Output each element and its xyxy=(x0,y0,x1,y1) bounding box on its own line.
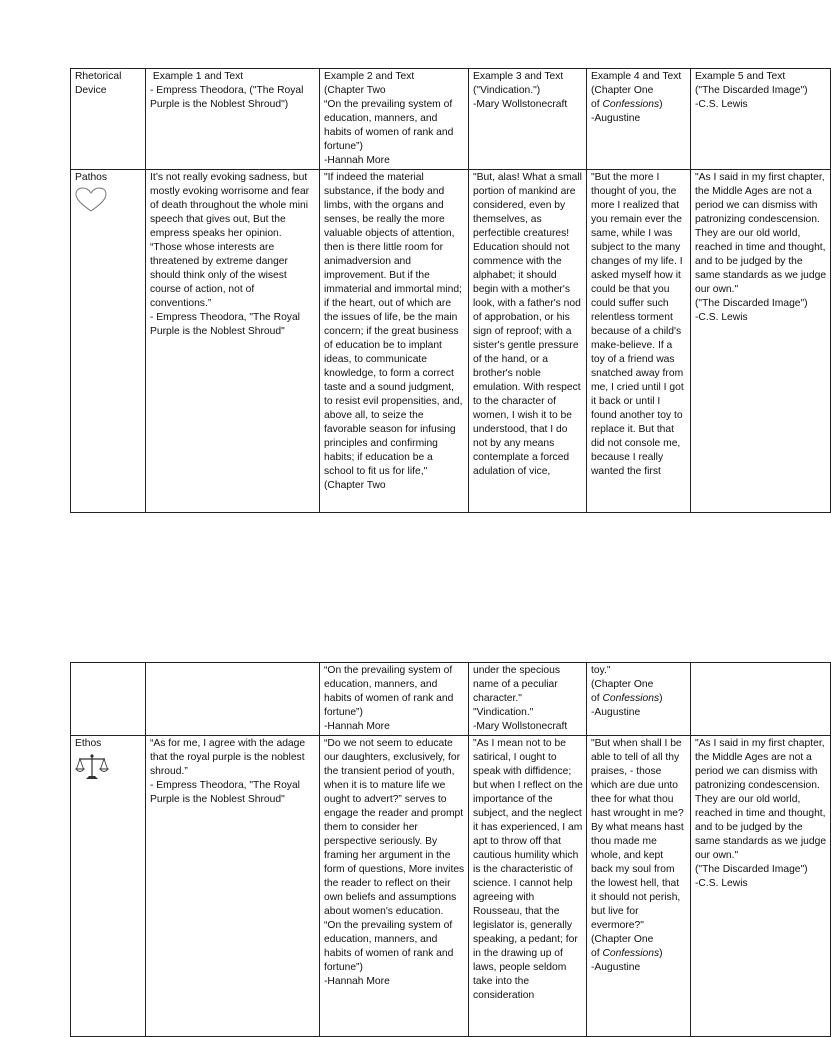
ethos-example-5-cell xyxy=(691,736,831,1037)
header-ex1-line: Example 1 and Text xyxy=(150,71,244,82)
header-ex4-line xyxy=(591,98,687,112)
pathos-ex2-text: "If indeed the material substance, if the body and limbs, with the organs and senses, be really the more valuable objects of attention, then is there little room for animadversion and improvement. But if the immaterial and immortal mind; if the heart, out of which are the issues of life, be the main concern; if the great business of education be to implant ideas, to communicate knowledge, to form a correct taste and a sound judgment, to resist evil propensities, and, above all, to seize the favorable season for infusing principles and confirming habits; if education be a school to fit us for life," xyxy=(324,172,466,477)
header-ex3-line: -Mary Wollstonecraft xyxy=(473,99,568,110)
header-example-4-cell xyxy=(587,69,691,170)
ethos-ex5-text: "As I said in my first chapter, the Middle Ages are not a period we can dismiss with patronizing condescension. They are our old world, reached in time and thought, and to be judged by the same standards as we judge our own." xyxy=(695,738,829,861)
pathos-row xyxy=(71,170,831,513)
cont-ex3-ref: "Vindication." xyxy=(473,707,534,718)
pathos-ex4-text: "But the more I thought of you, the more I realized that you remain ever the same, while I was subject to the many changes of my life. I asked myself how it could be that you could suffer such relentless torment because of a child's make-believe. If a toy of a friend was snatched away from me, I cried until I got it back or until I found another toy to replace it. But that did not console me, because I really wanted the first xyxy=(591,172,687,477)
cont-example-5-cell xyxy=(691,663,831,736)
header-example-3-cell xyxy=(469,69,587,170)
pathos-device-cell xyxy=(71,170,146,513)
cont-ex4-line: -Augustine xyxy=(591,707,641,718)
cont-ex4-title: Confessions xyxy=(602,693,660,704)
ethos-ex4-ref: (Chapter One xyxy=(591,934,654,945)
pathos-ex5-text: "As I said in my first chapter, the Middle Ages are not a period we can dismiss with patronizing condescension. They are our old world, reached in time and thought, and to be judged by the same standards as we judge our own." xyxy=(695,172,829,295)
header-device-line: Rhetorical xyxy=(75,71,122,82)
header-device-line: Device xyxy=(75,85,107,96)
header-ex2-line: “On the prevailing system of education, manners, and habits of women of rank and fortune”) xyxy=(324,99,457,152)
header-ex2-line: -Hannah More xyxy=(324,155,390,166)
ethos-label: Ethos xyxy=(75,738,102,749)
ethos-example-4-cell xyxy=(587,736,691,1037)
cont-example-2-cell xyxy=(320,663,469,736)
cont-ex4-line xyxy=(591,692,687,706)
header-row xyxy=(71,69,831,170)
cont-ex3-author: -Mary Wollstonecraft xyxy=(473,721,568,732)
header-ex4-title: Confessions xyxy=(602,99,660,110)
cont-example-3-cell xyxy=(469,663,587,736)
cont-ex4-line: toy." xyxy=(591,665,611,676)
scales-of-justice-icon xyxy=(75,753,142,788)
pathos-ex2-source: (Chapter Two xyxy=(324,480,386,491)
header-ex4-close: ) xyxy=(659,99,663,110)
pathos-ex1-text: It’s not really evoking sadness, but mostly evoking worrisome and fear of death throughout the whole mini speech that gives out, But the empress speaks her opinion. xyxy=(150,172,312,239)
ethos-ex4-text: "But when shall I be able to tell of all thy praises, - those which are due unto thee for what thou hast wrought in me? By what means hast thou made me whole, and kept back my soul from the lowest hell, that it should not perish, but live for evermore?" xyxy=(591,738,687,931)
pathos-ex3-text: "But, alas! What a small portion of mankind are considered, even by themselves, as perfectible creatures! Education should not commence with the alphabet; it should begin with a mother's look, with a father's nod of approbation, or his sign of reproof; with a sister's gentle pressure of the hand, or a brother's noble emulation. With respect to the character of women, I wish it to be understood, that I do not by any means contemplate a forced adulation of vice, xyxy=(473,172,585,477)
header-ex2-line: Example 2 and Text xyxy=(324,71,415,82)
cont-example-4-cell xyxy=(587,663,691,736)
pathos-example-5-cell xyxy=(691,170,831,513)
header-example-2-cell xyxy=(320,69,469,170)
header-ex2-line: (Chapter Two xyxy=(324,85,386,96)
pathos-example-4-cell xyxy=(587,170,691,513)
ethos-ex5-author: -C.S. Lewis xyxy=(695,878,748,889)
ethos-example-2-cell xyxy=(320,736,469,1037)
ethos-ex5-ref: ("The Discarded Image") xyxy=(695,864,808,875)
cont-ex3-text: under the specious name of a peculiar character." xyxy=(473,665,563,704)
rhetoric-table-page-2 xyxy=(70,662,831,1037)
pathos-example-3-cell xyxy=(469,170,587,513)
header-ex4-of: of xyxy=(591,99,603,110)
header-ex5-line: Example 5 and Text xyxy=(695,71,786,82)
ethos-ex4-ref xyxy=(591,947,687,961)
pathos-label: Pathos xyxy=(75,172,108,183)
cont-ex4-of: of xyxy=(591,693,603,704)
cont-example-1-cell xyxy=(146,663,320,736)
heart-outline-icon xyxy=(75,187,142,218)
ethos-example-3-cell xyxy=(469,736,587,1037)
ethos-row xyxy=(71,736,831,1037)
pathos-ex5-author: -C.S. Lewis xyxy=(695,312,748,323)
rhetoric-table-page-1 xyxy=(70,68,831,513)
header-device-cell xyxy=(71,69,146,170)
cont-ex4-close: ) xyxy=(659,693,663,704)
ethos-ex4-close: ) xyxy=(659,948,663,959)
ethos-ex1-source: - Empress Theodora, "The Royal Purple is the Noblest Shroud" xyxy=(150,780,303,805)
continuation-row xyxy=(71,663,831,736)
header-ex5-line: ("The Discarded Image") xyxy=(695,85,808,96)
header-ex4-line: Example 4 and Text xyxy=(591,71,682,82)
ethos-device-cell xyxy=(71,736,146,1037)
header-ex5-line: -C.S. Lewis xyxy=(695,99,748,110)
ethos-ex3-text: "As I mean not to be satirical, I ought to speak with diffidence; but when I reflect on the importance of the subject, and the neglect it has experienced, I am apt to throw off that cautious humility which is the characteristic of science. I cannot help agreeing with Rousseau, that the legislator is, generally speaking, a pedant; for in the drawing up of laws, people seldom take into the consideration xyxy=(473,738,586,1001)
cont-ex2-ref: “On the prevailing system of education, manners, and habits of women of rank and fortune”) xyxy=(324,665,457,718)
ethos-ex4-author: -Augustine xyxy=(591,962,641,973)
header-ex4-line: -Augustine xyxy=(591,113,641,124)
pathos-ex1-source: - Empress Theodora, "The Royal Purple is the Noblest Shroud" xyxy=(150,312,303,337)
cont-ex4-line: (Chapter One xyxy=(591,679,654,690)
header-ex3-line: Example 3 and Text xyxy=(473,71,564,82)
header-ex1-line: - Empress Theodora, ("The Royal Purple is the Noblest Shroud") xyxy=(150,85,307,110)
ethos-example-1-cell xyxy=(146,736,320,1037)
header-ex4-line: (Chapter One xyxy=(591,85,654,96)
ethos-ex4-of: of xyxy=(591,948,603,959)
ethos-ex2-text: “Do we not seem to educate our daughters, exclusively, for the transient period of youth, when it is to mature life we ought to advert?” serves to engage the reader and prompt them to consider her perspective seriously. By framing her argument in the form of questions, More invites the reader to reflect on their own beliefs and assumptions about women's education. xyxy=(324,738,468,917)
pathos-example-1-cell xyxy=(146,170,320,513)
header-ex3-line: ("Vindication.") xyxy=(473,85,541,96)
header-example-5-cell xyxy=(691,69,831,170)
header-example-1-cell xyxy=(146,69,320,170)
pathos-ex1-quote: “Those whose interests are threatened by extreme danger should think only of the wisest course of action, not of conventions.” xyxy=(150,242,291,309)
ethos-ex4-title: Confessions xyxy=(602,948,660,959)
ethos-ex2-author: -Hannah More xyxy=(324,976,390,987)
ethos-ex1-quote: “As for me, I agree with the adage that the royal purple is the noblest shroud.” xyxy=(150,738,308,777)
pathos-ex5-ref: ("The Discarded Image") xyxy=(695,298,808,309)
cont-ex2-author: -Hannah More xyxy=(324,721,390,732)
pathos-example-2-cell xyxy=(320,170,469,513)
ethos-ex2-ref: “On the prevailing system of education, manners, and habits of women of rank and fortune”) xyxy=(324,920,457,973)
cont-device-cell xyxy=(71,663,146,736)
